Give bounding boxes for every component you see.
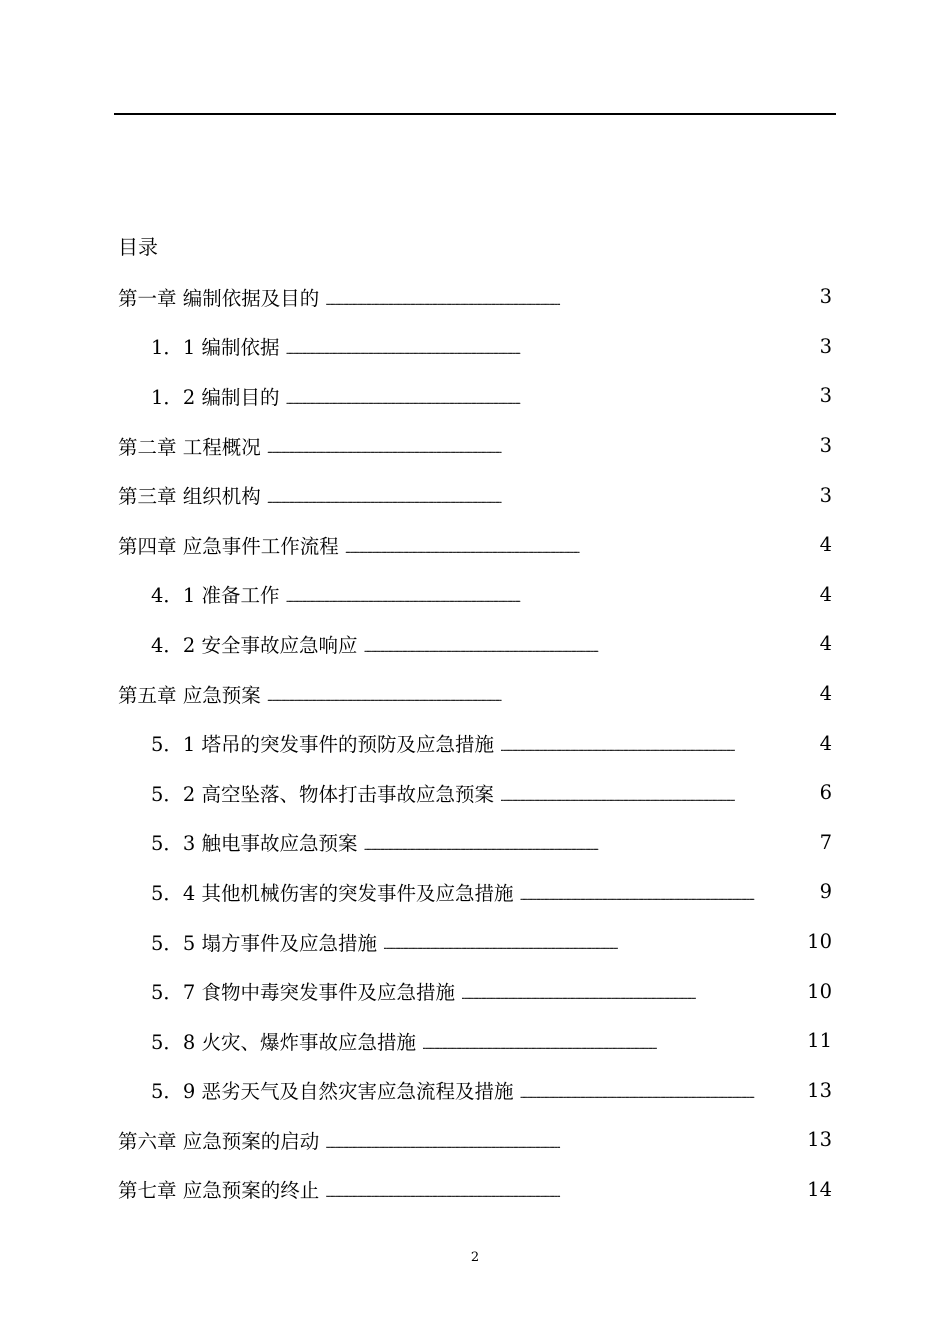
toc-entry-label: 5．7 食物中毒突发事件及应急措施	[151, 981, 456, 1005]
toc-entry-chapter-6[interactable]	[118, 1115, 832, 1165]
toc-dot-leader	[267, 421, 816, 471]
toc-dot-leader	[520, 1066, 804, 1116]
toc-entry-label: 1．2 编制目的	[151, 385, 280, 409]
toc-entry-section-5-3[interactable]	[118, 818, 832, 868]
toc-dot-leader	[422, 1016, 803, 1066]
toc-dot-leader	[267, 470, 816, 520]
toc-entry-label: 第七章 应急预案的终止	[118, 1179, 320, 1203]
toc-entry-label: 第六章 应急预案的启动	[118, 1129, 320, 1153]
toc-entry-page: 14	[807, 1177, 832, 1201]
toc-entry-page: 4	[819, 682, 832, 706]
toc-entry-page: 11	[807, 1029, 832, 1053]
toc-dot-leader	[325, 1115, 803, 1165]
toc-dot-leader	[286, 322, 816, 372]
toc-entry-page: 13	[807, 1078, 832, 1102]
toc-dot-leader	[286, 570, 816, 620]
toc-dot-leader	[286, 371, 816, 421]
toc-entry-label: 5．5 塌方事件及应急措施	[151, 931, 378, 955]
toc-dot-leader	[500, 718, 816, 768]
toc-entry-page: 4	[819, 731, 832, 755]
toc-entry-label: 5．4 其他机械伤害的突发事件及应急措施	[151, 881, 514, 905]
toc-entry-page: 10	[807, 979, 832, 1003]
toc-entry-page: 10	[807, 930, 832, 954]
toc-dot-leader	[267, 669, 816, 719]
toc-entry-label: 第四章 应急事件工作流程	[118, 534, 339, 558]
toc-entry-chapter-3[interactable]	[118, 470, 832, 520]
toc-entry-label: 第三章 组织机构	[118, 485, 261, 509]
toc-entry-section-5-2[interactable]	[118, 768, 832, 818]
toc-entry-label: 5．3 触电事故应急预案	[151, 832, 358, 856]
toc-entry-page: 4	[819, 582, 832, 606]
toc-entry-chapter-4[interactable]	[118, 520, 832, 570]
table-of-contents	[118, 222, 832, 1214]
toc-dot-leader	[325, 272, 815, 322]
toc-entry-label: 1．1 编制依据	[151, 336, 280, 360]
toc-entry-label: 4．2 安全事故应急响应	[151, 633, 358, 657]
toc-entry-section-5-1[interactable]	[118, 718, 832, 768]
toc-entry-chapter-7[interactable]	[118, 1165, 832, 1215]
toc-entry-page: 13	[807, 1128, 832, 1152]
toc-dot-leader	[345, 520, 816, 570]
toc-entry-page: 7	[819, 830, 832, 854]
toc-entry-page: 9	[819, 880, 832, 904]
toc-entry-section-4-1[interactable]	[118, 570, 832, 620]
toc-entry-page: 6	[819, 781, 832, 805]
toc-entry-page: 3	[819, 434, 832, 458]
toc-dot-leader	[364, 619, 816, 669]
toc-title: 目录	[118, 235, 158, 259]
toc-entry-chapter-1[interactable]	[118, 272, 832, 322]
toc-entry-section-1-1[interactable]	[118, 322, 832, 372]
toc-dot-leader	[325, 1165, 803, 1215]
header-rule	[114, 113, 836, 115]
toc-entry-page: 3	[819, 384, 832, 408]
toc-entry-section-1-2[interactable]	[118, 371, 832, 421]
toc-entry-page: 3	[819, 483, 832, 507]
toc-entry-label: 第一章 编制依据及目的	[118, 286, 320, 310]
toc-entry-label: 5．2 高空坠落、物体打击事故应急预案	[151, 782, 495, 806]
toc-entry-section-5-7[interactable]	[118, 966, 832, 1016]
toc-entry-label: 5．8 火灾、爆炸事故应急措施	[151, 1030, 417, 1054]
toc-entry-page: 4	[819, 533, 832, 557]
toc-entry-section-5-4[interactable]	[118, 867, 832, 917]
toc-entry-section-5-5[interactable]	[118, 917, 832, 967]
toc-dot-leader	[364, 818, 816, 868]
toc-entry-page: 4	[819, 632, 832, 656]
toc-entry-section-5-9[interactable]	[118, 1066, 832, 1116]
toc-entry-chapter-2[interactable]	[118, 421, 832, 471]
toc-entry-section-5-8[interactable]	[118, 1016, 832, 1066]
toc-entry-chapter-5[interactable]	[118, 669, 832, 719]
toc-dot-leader	[461, 966, 803, 1016]
toc-entry-page: 3	[819, 285, 832, 309]
toc-entry-label: 5．1 塔吊的突发事件的预防及应急措施	[151, 733, 495, 757]
toc-entry-label: 第五章 应急预案	[118, 683, 261, 707]
toc-entry-page: 3	[819, 334, 832, 358]
page-number: 2	[470, 1250, 480, 1265]
toc-dot-leader	[520, 867, 816, 917]
toc-dot-leader	[500, 768, 816, 818]
toc-entry-label: 第二章 工程概况	[118, 435, 261, 459]
toc-entry-label: 4．1 准备工作	[151, 584, 280, 608]
toc-dot-leader	[383, 917, 803, 967]
toc-entry-label: 5．9 恶劣天气及自然灾害应急流程及措施	[151, 1080, 514, 1104]
toc-entry-section-4-2[interactable]	[118, 619, 832, 669]
